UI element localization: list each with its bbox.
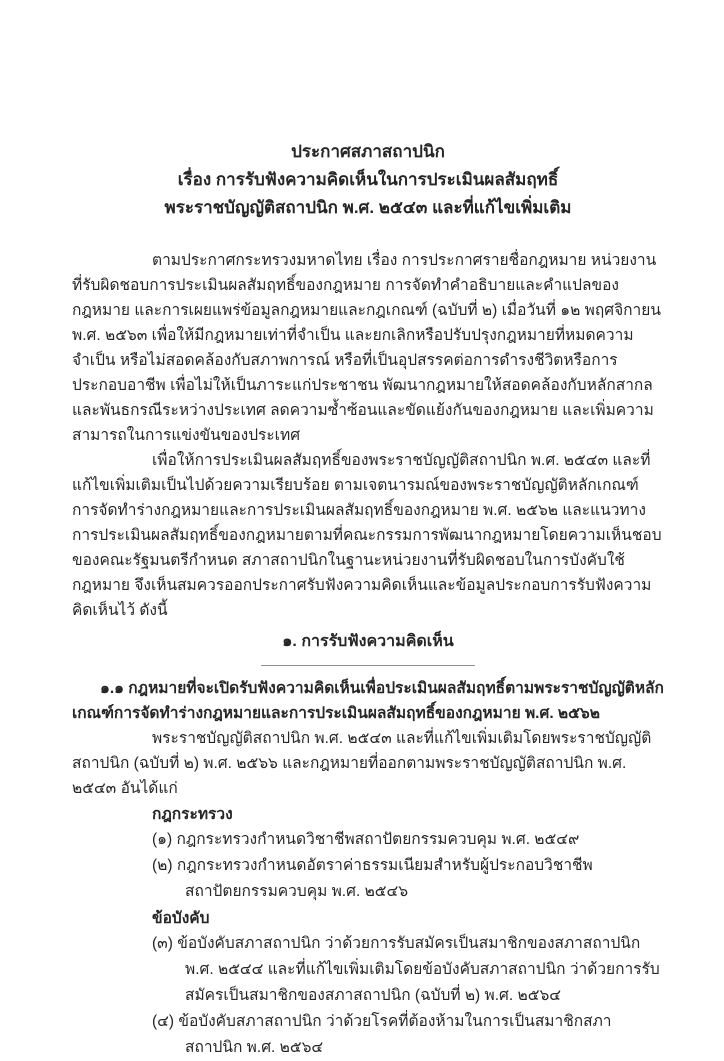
document-title	[72, 138, 664, 222]
section-1-1-heading: ๑.๑ กฎหมายที่จะเปิดรับฟังความคิดเห็นเพื่อประเมินผลสัมฤทธิ์ตามพระราชบัญญัติหลักเกณฑ์การจัดทำร่างกฎหมายและการประเมินผลสัมฤทธิ์ของกฎหมาย พ.ศ. ๒๕๖๒	[72, 680, 664, 722]
law-group-council-rules	[72, 906, 664, 1061]
law-item	[152, 827, 664, 853]
law-item	[152, 853, 664, 905]
law-item-text: ข้อบังคับสภาสถาปนิก ว่าด้วยการรับสมัครเป็นสมาชิกของสภาสถาปนิก พ.ศ. ๒๕๔๔ และที่แก้ไขเพิ่มเติมโดยข้อบังคับสภาสถาปนิก ว่าด้วยการรับสมัครเป็นสมาชิกของสภาสถาปนิก (ฉบับที่ ๒) พ.ศ. ๒๕๖๔	[177, 935, 660, 1004]
law-item-text: กฎกระทรวงกำหนดอัตราค่าธรรมเนียมสำหรับผู้ประกอบวิชาชีพสถาปัตยกรรมควบคุม พ.ศ. ๒๕๔๖	[176, 857, 593, 900]
law-item-number: (๑)	[152, 831, 177, 848]
title-line-2: เรื่อง การรับฟังความคิดเห็นในการประเมินผลสัมฤทธิ์	[177, 170, 559, 189]
law-item-number: (๒)	[152, 857, 177, 874]
law-item-number: (๓)	[152, 935, 178, 952]
document-body	[72, 248, 664, 1061]
paragraph-2: เพื่อให้การประเมินผลสัมฤทธิ์ของพระราชบัญญัติสถาปนิก พ.ศ. ๒๕๔๓ และที่แก้ไขเพิ่มเติมเป็นไปด้วยความเรียบร้อย ตามเจตนารมณ์ของพระราชบัญญัติหลักเกณฑ์การจัดทำร่างกฎหมายและการประเมินผลสัมฤทธิ์ของกฎหมาย พ.ศ. ๒๕๖๒ และแนวทางการประเมินผลสัมฤทธิ์ของกฎหมายตามที่คณะกรรมการพัฒนากฎหมายโดยความเห็นชอบของคณะรัฐมนตรีกำหนด สภาสถาปนิกในฐานะหน่วยงานที่รับผิดชอบในการบังคับใช้กฎหมาย จึงเห็นสมควรออกประกาศรับฟังความคิดเห็นและข้อมูลประกอบการรับฟังความคิดเห็นไว้ ดังนี้	[72, 452, 662, 619]
title-line-3: พระราชบัญญัติสถาปนิก พ.ศ. ๒๕๔๓ และที่แก้ไขเพิ่มเติม	[164, 198, 572, 217]
law-item-text: ข้อบังคับสภาสถาปนิก ว่าด้วยโรคที่ต้องห้ามในการเป็นสมาชิกสภาสถาปนิก พ.ศ. ๒๕๖๔	[178, 1013, 612, 1056]
law-item-text: กฎกระทรวงกำหนดวิชาชีพสถาปัตยกรรมควบคุม พ.ศ. ๒๕๔๙	[176, 831, 580, 848]
law-item	[152, 1009, 664, 1061]
section-1-1-intro: พระราชบัญญัติสถาปนิก พ.ศ. ๒๕๔๓ และที่แก้ไขเพิ่มเติมโดยพระราชบัญญัติสถาปนิก (ฉบับที่ ๒) พ.ศ. ๒๕๖๖ และกฎหมายที่ออกตามพระราชบัญญัติสถาปนิก พ.ศ. ๒๕๔๓ อันได้แก่	[72, 730, 652, 797]
law-item	[152, 931, 664, 1009]
title-line-1: ประกาศสภาสถาปนิก	[291, 142, 445, 161]
paragraph-1: ตามประกาศกระทรวงมหาดไทย เรื่อง การประกาศรายชื่อกฎหมาย หน่วยงานที่รับผิดชอบการประเมินผลสัมฤทธิ์ของกฎหมาย การจัดทำคำอธิบายและคำแปลของกฎหมาย และการเผยแพร่ข้อมูลกฎหมายและกฎเกณฑ์ (ฉบับที่ ๒) เมื่อวันที่ ๑๒ พฤศจิกายน พ.ศ. ๒๕๖๓ เพื่อให้มีกฎหมายเท่าที่จำเป็น และยกเลิกหรือปรับปรุงกฎหมายที่หมดความจำเป็น หรือไม่สอดคล้องกับสภาพการณ์ หรือที่เป็นอุปสรรคต่อการดำรงชีวิตหรือการประกอบอาชีพ เพื่อไม่ให้เป็นภาระแก่ประชาชน พัฒนากฎหมายให้สอดคล้องกับหลักสากลและพันธกรณีระหว่างประเทศ ลดความซ้ำซ้อนและขัดแย้งกันของกฎหมาย และเพิ่มความสามารถในการแข่งขันของประเทศ	[72, 252, 661, 444]
law-group-header: กฎกระทรวง	[152, 806, 233, 823]
section-divider	[261, 665, 475, 666]
law-group-ministerial-regulations	[72, 802, 664, 905]
law-item-number: (๔)	[152, 1013, 179, 1030]
law-group-header: ข้อบังคับ	[152, 910, 210, 927]
section-1-heading: ๑. การรับฟังความคิดเห็น	[282, 633, 454, 650]
